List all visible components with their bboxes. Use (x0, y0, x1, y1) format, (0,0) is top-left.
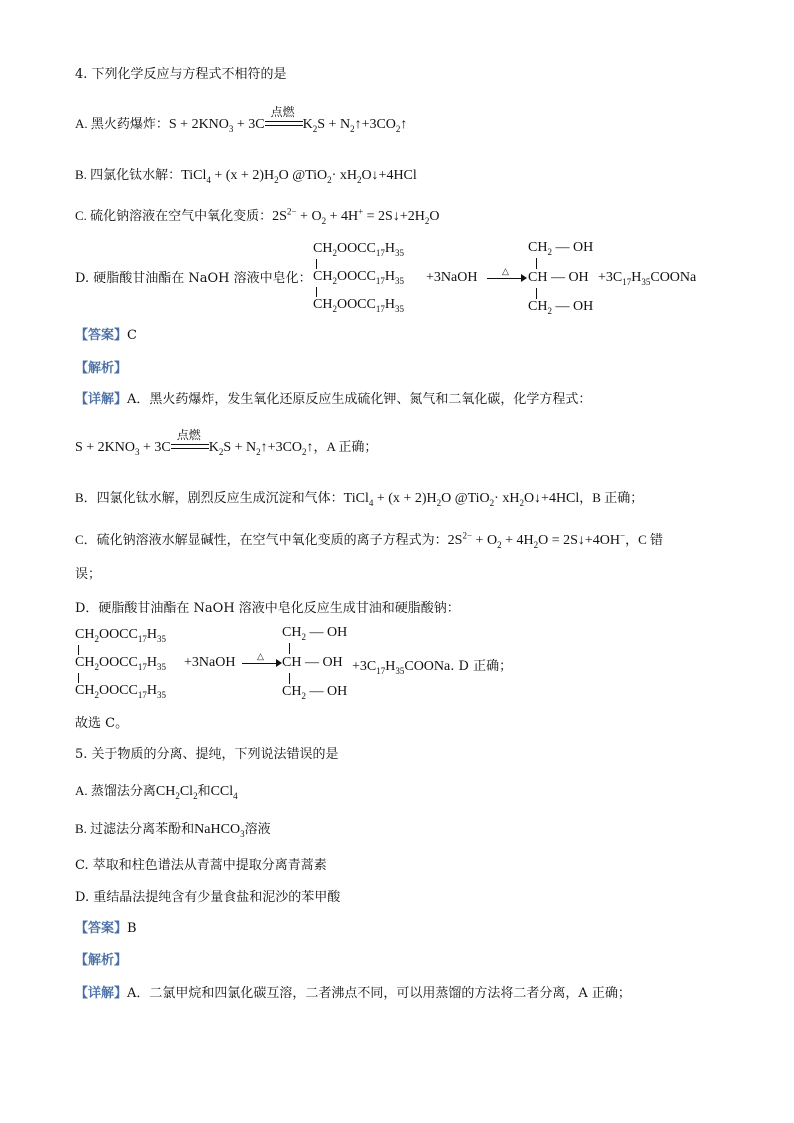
ester-row-2 (75, 655, 166, 671)
f: H (146, 655, 157, 670)
eq-part: S + N (317, 117, 351, 132)
eq-part: + (x + 2)H (210, 168, 275, 183)
q4-detail-d: D．硬脂酸甘油酯在 NaOH 溶液中皂化反应生成甘油和硬脂酸钠： (75, 601, 460, 616)
f: H (384, 269, 395, 284)
eq-sub: 2 (274, 174, 279, 185)
f: COONa (404, 659, 451, 674)
glycerol-row-2: CH — OH (282, 655, 343, 670)
eq-part: · xH (494, 491, 520, 506)
eq-part: ↑+3CO (260, 440, 303, 455)
eq-sub: 2 (519, 497, 524, 508)
f: 2 (94, 633, 99, 644)
bond (316, 287, 317, 297)
f: CH (282, 625, 302, 640)
f: 35 (395, 665, 405, 676)
q4-conclusion: 故选 C。 (75, 716, 129, 731)
q5-stem: 5. 关于物质的分离、提纯，下列说法错误的是 (75, 747, 339, 762)
arrow-head-icon (521, 274, 527, 282)
eq-part: O (429, 209, 440, 224)
double-line (171, 444, 209, 449)
bond (316, 259, 317, 269)
eq-part: 和 (197, 783, 211, 798)
eq-sub: 2 (302, 446, 307, 457)
f: 35 (394, 275, 404, 286)
bond (536, 258, 537, 269)
q4-analysis-label: 【解析】 (75, 361, 128, 376)
ester-row-2 (313, 269, 404, 285)
q4-detail-b (75, 489, 643, 508)
detail-text: B．四氯化钛水解，剧烈反应生成沉淀和气体： (75, 490, 344, 505)
eq-part: 溶液 (244, 821, 271, 836)
glycerol-row-3 (282, 684, 347, 700)
f: — OH (305, 625, 348, 640)
eq-part: S + 2KNO (168, 117, 229, 132)
q4-detail-c-wrap: 误； (75, 567, 102, 582)
eq-part: 2S (447, 533, 463, 548)
f: H (146, 683, 157, 698)
f: H (146, 627, 157, 642)
q5-answer (75, 920, 137, 938)
eq-part: + O (472, 533, 498, 548)
eq-part: S + N (223, 440, 257, 455)
f: 17 (137, 689, 147, 700)
eq-part: ↑ (306, 440, 314, 455)
f: — OH (551, 240, 594, 255)
detail-tail: ，C 错 (625, 532, 663, 547)
q4-option-a (75, 105, 408, 134)
glycerol-row-1 (282, 625, 347, 641)
q4-detail-a-eq (75, 428, 378, 457)
bond (78, 645, 79, 655)
f: 17 (137, 633, 147, 644)
q4-stem: 4. 下列化学反应与方程式不相符的是 (75, 67, 287, 82)
q5-option-b (75, 820, 271, 839)
f: 35 (156, 633, 166, 644)
detail-tail: ，B 正确； (579, 490, 644, 505)
bond (78, 673, 79, 683)
eq-part: + (x + 2)H (373, 491, 437, 506)
eq-part: 2S (272, 209, 287, 224)
eq-part: O↓+4HCl (523, 491, 580, 506)
f: +3C (598, 270, 623, 285)
f: OOCC (98, 683, 138, 698)
f: 17 (137, 661, 147, 672)
f: 17 (375, 247, 385, 258)
f: 35 (156, 689, 166, 700)
eq-sub: 2 (356, 174, 362, 185)
f: H (631, 270, 642, 285)
answer-value: C (127, 328, 137, 343)
f: 2 (332, 303, 337, 314)
reagent: +3NaOH (426, 270, 478, 285)
answer-label: 【答案】 (75, 328, 128, 343)
eq-part: · xH (331, 168, 357, 183)
bond (536, 288, 537, 299)
f: OOCC (336, 297, 376, 312)
eq-part: ↑ (400, 117, 408, 132)
f: H (384, 241, 395, 256)
ester-row-1 (313, 241, 404, 257)
f: — OH (305, 684, 348, 699)
answer-label: 【答案】 (75, 921, 128, 936)
f: 2 (332, 247, 337, 258)
eq-sub: 2 (350, 123, 355, 134)
f: 17 (376, 665, 386, 676)
ignite-condition (171, 428, 209, 453)
detail-tail: . D 正确； (450, 659, 513, 674)
f: OOCC (98, 627, 138, 642)
f: CH (282, 684, 302, 699)
f: CH (313, 269, 333, 284)
eq-part: O↓+4HCl (361, 168, 417, 183)
q4-answer (75, 327, 137, 345)
eq-part: + 3C (233, 117, 265, 132)
eq-sub: 2 (218, 446, 224, 457)
f: 35 (641, 276, 651, 287)
f: 2 (94, 689, 99, 700)
f: 17 (375, 303, 385, 314)
glycerol-row-3 (528, 299, 593, 315)
f: 2 (301, 631, 306, 642)
f: 17 (375, 275, 385, 286)
double-line (265, 121, 303, 126)
glycerol-row-1 (528, 240, 593, 256)
eq-sub: 2 (327, 174, 332, 185)
detail-text: A．黑火药爆炸，发生氧化还原反应生成硫化钾、氮气和二氧化碳，化学方程式： (127, 392, 592, 407)
eq-part: O = 2S↓+4OH (538, 533, 620, 548)
q4-option-d-label: D. 硬脂酸甘油酯在 NaOH 溶液中皂化： (75, 271, 312, 286)
cond-label: 点燃 (270, 105, 295, 119)
f: OOCC (336, 241, 376, 256)
eq-part: TiCl (181, 168, 207, 183)
eq-part: K (208, 440, 219, 455)
f: CH (313, 297, 333, 312)
q4-option-a-label: A. 黑火药爆炸： (75, 116, 169, 131)
f: 35 (156, 661, 166, 672)
arrow-line (487, 278, 523, 279)
f: 2 (547, 305, 552, 316)
eq-part: S + 2KNO (75, 440, 136, 455)
f: 35 (394, 303, 404, 314)
eq-part: + 4H (326, 209, 359, 224)
eq-sub: 2 (395, 123, 401, 134)
eq-sub: 2 (175, 790, 180, 801)
eq-sub: 2 (489, 497, 495, 508)
f: 2 (301, 690, 306, 701)
f: OOCC (98, 655, 138, 670)
eq-sup: + (358, 206, 364, 217)
detail-label: 【详解】 (75, 986, 128, 1001)
f: — OH (551, 299, 594, 314)
eq-part: NaHCO (194, 822, 241, 837)
f: OOCC (336, 269, 376, 284)
eq-sub: 2 (321, 215, 327, 226)
eq-sub: 2 (533, 539, 539, 550)
soap-product (598, 270, 696, 286)
eq-part: + 3C (139, 440, 171, 455)
q5-option-d: D. 重结晶法提纯含有少量食盐和泥沙的苯甲酸 (75, 890, 341, 905)
eq-sub: 2 (193, 790, 198, 801)
eq-part: + O (296, 209, 322, 224)
eq-sub: 2 (424, 215, 430, 226)
f: 35 (394, 247, 404, 258)
f: 2 (332, 275, 337, 286)
soap-product (352, 655, 512, 675)
eq-sub: 3 (228, 123, 234, 134)
f: CH (75, 655, 95, 670)
q4-option-c (75, 207, 439, 226)
eq-part: O @TiO (278, 168, 328, 183)
q4-option-b-label: B. 四氯化钛水解： (75, 167, 182, 182)
f: H (384, 297, 395, 312)
eq-part: + 4H (501, 533, 534, 548)
heat-arrow (242, 651, 282, 673)
eq-sup: 2− (462, 530, 473, 541)
f: CH (313, 241, 333, 256)
eq-part: TiCl (343, 491, 369, 506)
detail-label: 【详解】 (75, 392, 128, 407)
detail-text: C．硫化钠溶液水解显碱性，在空气中氧化变质的离子方程式为： (75, 532, 448, 547)
eq-part: = 2S↓+2H (363, 209, 425, 224)
ignite-condition (265, 105, 303, 130)
cond-label: 点燃 (176, 428, 201, 442)
eq-part: K (302, 117, 313, 132)
f: H (385, 659, 396, 674)
q4-detail-c (75, 531, 663, 550)
eq-sup: − (620, 530, 626, 541)
glycerol-row-2: CH — OH (528, 270, 589, 285)
ester-row-3 (75, 683, 166, 699)
eq-sub: 3 (135, 446, 140, 457)
ester-row-3 (313, 297, 404, 313)
answer-value: B (127, 921, 137, 936)
eq-part: CH (155, 784, 176, 799)
eq-sub: 2 (312, 123, 318, 134)
q5-option-c: C. 萃取和柱色谱法从青蒿中提取分离青蒿素 (75, 858, 327, 873)
q4-detail-a (75, 391, 591, 409)
f: CH (75, 627, 95, 642)
eq-part: ↑+3CO (354, 117, 396, 132)
bond (289, 673, 290, 684)
eq-sub: 2 (497, 539, 502, 550)
f: CH (528, 240, 548, 255)
eq-part: CCl (210, 784, 234, 799)
eq-part: O @TiO (441, 491, 490, 506)
f: 2 (547, 246, 552, 257)
reagent: +3NaOH (184, 655, 236, 670)
ester-row-1 (75, 627, 166, 643)
eq-sub: 2 (436, 497, 442, 508)
q5-option-a-label: A. 蒸馏法分离 (75, 783, 156, 798)
heat-arrow (487, 266, 527, 288)
q4-option-c-label: C. 硫化钠溶液在空气中氧化变质： (75, 208, 273, 223)
q5-analysis-label: 【解析】 (75, 953, 128, 968)
eq-sub: 4 (206, 174, 211, 185)
q5-detail-a (75, 985, 631, 1003)
detail-tail: ，A 正确； (313, 439, 378, 454)
f: +3C (352, 659, 377, 674)
eq-sub: 3 (240, 828, 245, 839)
eq-sub: 2 (256, 446, 261, 457)
f: CH (528, 299, 548, 314)
f: COONa (650, 270, 697, 285)
detail-text: A．二氯甲烷和四氯化碳互溶，二者沸点不同，可以用蒸馏的方法将二者分离，A 正确； (127, 986, 631, 1001)
eq-sub: 4 (368, 497, 374, 508)
heat-icon: △ (257, 651, 264, 661)
bond (289, 643, 290, 654)
arrow-line (242, 663, 278, 664)
q5-option-b-label: B. 过滤法分离苯酚和 (75, 821, 195, 836)
f: 2 (94, 661, 99, 672)
eq-part: Cl (179, 784, 194, 799)
eq-sub: 4 (233, 790, 238, 801)
f: CH (75, 683, 95, 698)
q5-option-a (75, 782, 238, 801)
heat-icon: △ (502, 266, 509, 276)
f: 17 (622, 276, 632, 287)
eq-sup: 2− (286, 206, 297, 217)
q4-option-b (75, 166, 417, 185)
